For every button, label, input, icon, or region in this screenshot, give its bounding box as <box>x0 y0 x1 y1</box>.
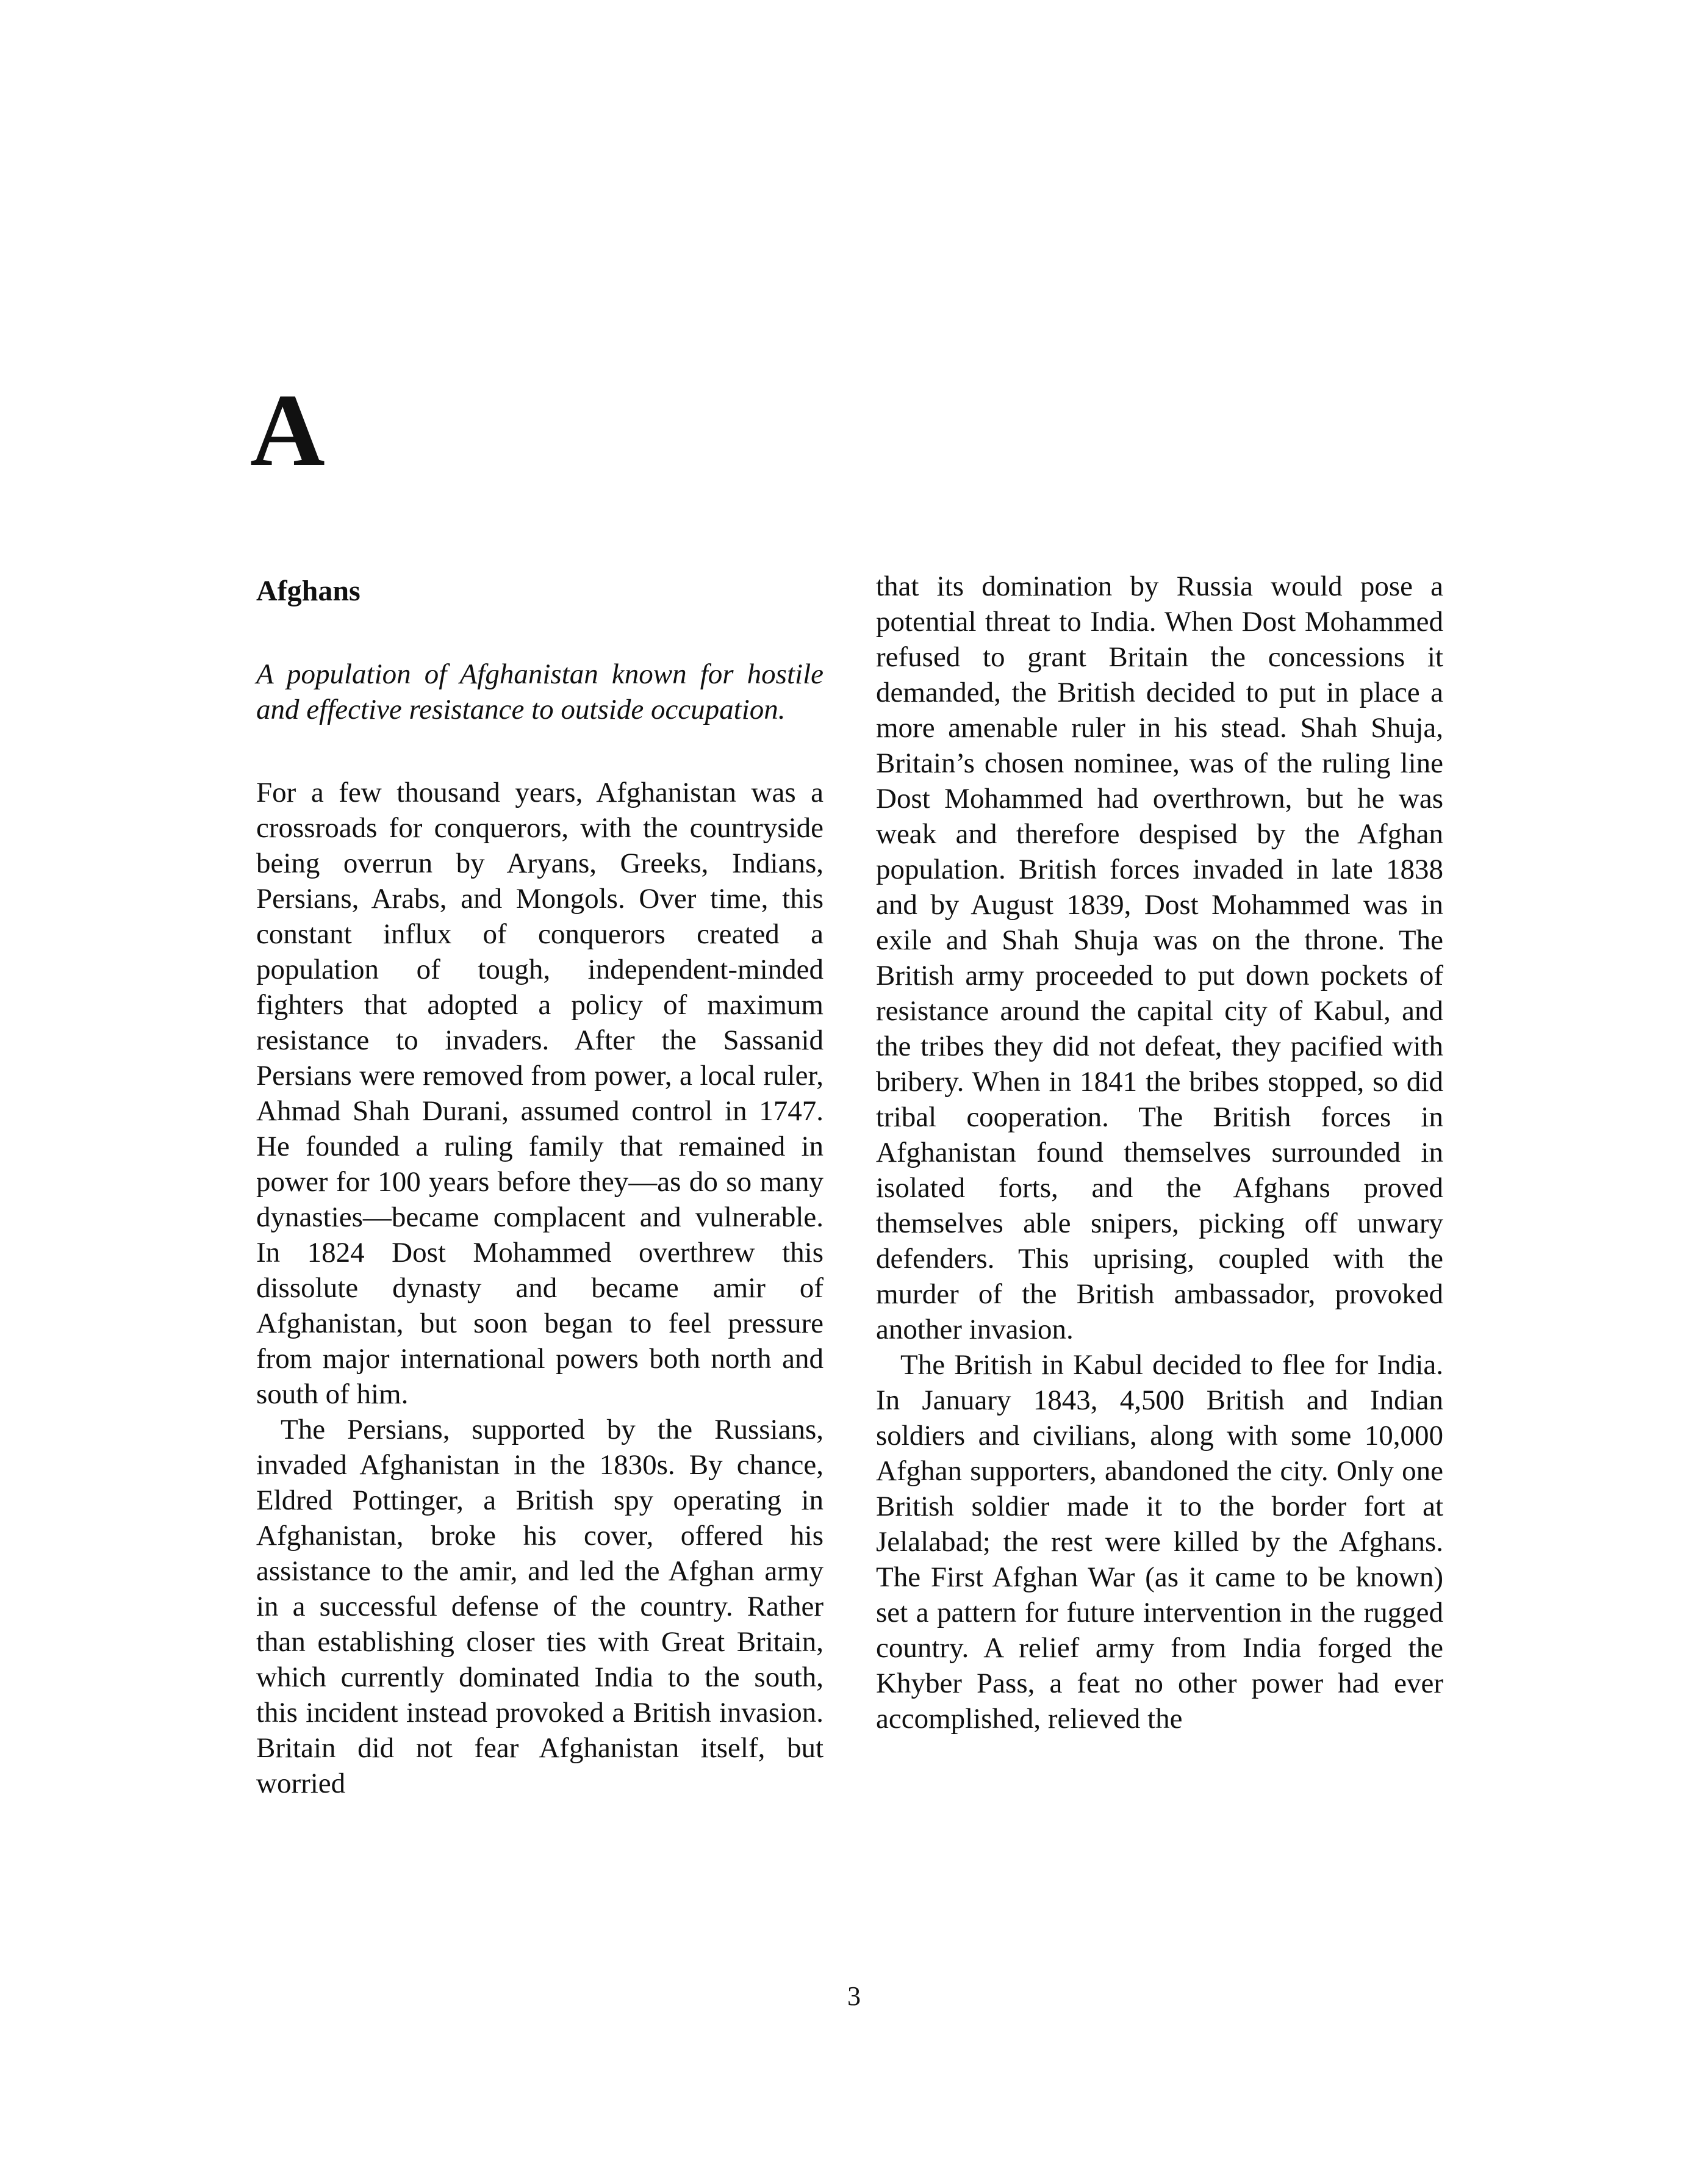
entry-title: Afghans <box>256 575 361 607</box>
section-letter: A <box>250 373 325 488</box>
entry-summary: A population of Afghanistan known for hostile and effective resistance to outside occupation. <box>256 658 824 725</box>
body-paragraph: that its domination by Russia would pose a potential threat to India. When Dost Mohammed refused to grant Britain the concessions it demanded, the British decided to put in place a more amenable ruler in his stead. Shah Shuja, Britain’s chosen nominee, was of the ruling line Dost Mohammed had overthrown, but he was weak and therefore despised by the Afghan population. British forces invaded in late 1838 and by August 1839, Dost Mohammed was in exile and Shah Shuja was on the throne. The British army proceeded to put down pockets of resistance around the capital city of Kabul, and the tribes they did not defeat, they pacified with bribery. When in 1841 the bribes stopped, so did tribal cooperation. The British forces in Afghanistan found themselves surrounded in isolated forts, and the Afghans proved themselves able snipers, picking off unwary defenders. This uprising, coupled with the murder of the British ambassador, provoked another invasion. <box>876 570 1443 1345</box>
body-paragraph: The Persians, supported by the Russians, invaded Afghanistan in the 1830s. By chance, Eldred Pottinger, a British spy operating in Afghanistan, broke his cover, offered his assistance to the amir, and led the Afghan army in a successful defense of the country. Rather than establishing closer ties with Great Britain, which currently dominated India to the south, this incident instead provoked a British invasion. Britain did not fear Afghanistan itself, but worried <box>256 1414 824 1799</box>
right-column <box>876 569 1443 1736</box>
left-column <box>256 574 824 1801</box>
body-paragraph: The British in Kabul decided to flee for India. In January 1843, 4,500 British and Indian soldiers and civilians, along with some 10,000 Afghan supporters, abandoned the city. Only one British soldier made it to the border fort at Jelalabad; the rest were killed by the Afghans. The First Afghan War (as it came to be known) set a pattern for future intervention in the rugged country. A relief army from India forged the Khyber Pass, a feat no other power had ever accomplished, relieved the <box>876 1349 1443 1735</box>
page-number: 3 <box>847 1981 861 2011</box>
body-paragraph: For a few thousand years, Afghanistan was a crossroads for conquerors, with the countryside being overrun by Aryans, Greeks, Indians, Persians, Arabs, and Mongols. Over time, this constant influx of conquerors created a population of tough, independent-minded fighters that adopted a policy of maximum resistance to invaders. After the Sassanid Persians were removed from power, a local ruler, Ahmad Shah Durani, assumed control in 1747. He founded a ruling family that remained in power for 100 years before they—as do so many dynasties—became complacent and vulnerable. In 1824 Dost Mohammed overthrew this dissolute dynasty and became amir of Afghanistan, but soon began to feel pressure from major international powers both north and south of him. <box>256 777 824 1410</box>
